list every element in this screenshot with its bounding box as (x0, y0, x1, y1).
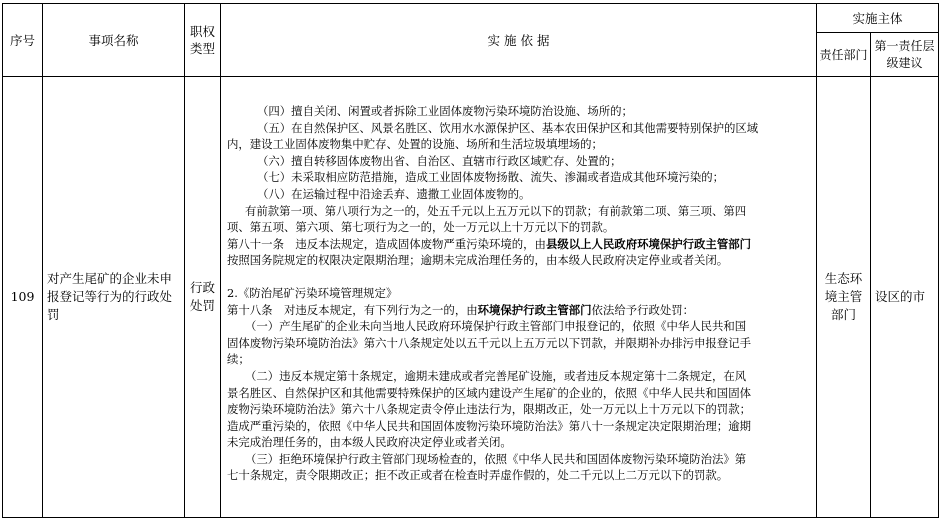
basis-line: 七十条规定，责令限期改正；拒不改正或者在检查时弄虚作假的，处二千元以上二万元以下的罚款。 (227, 468, 729, 483)
enforcement-table (2, 3, 939, 518)
basis-line: （五）在自然保护区、风景名胜区、饮用水水源保护区、基本农田保护区和其他需要特别保护的区域 (257, 120, 759, 135)
basis-line: 续； (227, 352, 250, 367)
basis-line: 废物污染环境防治法》第六十八条规定责令停止违法行为，限期改正，处一万元以上十万元以下的罚款； (227, 402, 751, 417)
row-first-resp: 设区的市 (871, 77, 939, 518)
basis-line: 2.《防治尾矿污染环境管理规定》 (227, 285, 398, 300)
header-subject: 实施主体 (817, 4, 939, 33)
basis-line: （七）未采取相应防范措施，造成工业固体废物扬散、流失、渗漏或者造成其他环境污染的； (257, 170, 725, 185)
basis-line: （四）擅自关闭、闲置或者拆除工业固体废物污染环境防治设施、场所的； (257, 104, 633, 118)
authority-highlight: 县级以上人民政府环境保护行政主管部门 (545, 236, 751, 251)
basis-line (227, 236, 808, 253)
basis-line: 内，建设工业固体废物集中贮存、处置的设施、场所和生活垃圾填埋场的； (227, 137, 603, 152)
header-power-type: 职权类型 (185, 4, 221, 77)
basis-line (227, 302, 808, 319)
row-dept: 生态环境主管部门 (817, 77, 871, 518)
basis-line: 按照国务院规定的权限决定限期治理；逾期未完成治理任务的，由本级人民政府决定停业或者关闭。 (227, 253, 729, 268)
basis-line: 景名胜区、自然保护区和其他需要特殊保护的区域内建设产生尾矿的企业的，依照《中华人民共和国固体 (227, 385, 751, 400)
row-basis (221, 77, 817, 518)
basis-text: 第十八条 对违反本规定，有下列行为之一的，由 (227, 302, 478, 317)
basis-line: （一）产生尾矿的企业未向当地人民政府环境保护行政主管部门申报登记的，依照《中华人民共和国 (245, 319, 747, 334)
basis-line: （八）在运输过程中沿途丢弃、遗撒工业固体废物的。 (257, 186, 531, 201)
basis-line: 项、第五项、第六项、第七项行为之一的，处一万元以上十万元以下的罚款。 (227, 220, 615, 235)
basis-text: 第八十一条 违反本法规定，造成固体废物严重污染环境的，由 (227, 236, 546, 251)
authority-highlight: 环境保护行政主管部门 (477, 302, 592, 317)
header-item-name: 事项名称 (43, 4, 185, 77)
basis-line: （六）擅自转移固体废物出省、自治区、直辖市行政区域贮存、处置的； (257, 153, 622, 168)
header-basis: 实 施 依 据 (221, 4, 817, 77)
header-first-resp: 第一责任层级建议 (871, 33, 939, 77)
row-power-type: 行政处罚 (185, 77, 221, 518)
basis-line: （三）拒绝环境保护行政主管部门现场检查的，依照《中华人民共和国固体废物污染环境防治法》第 (245, 451, 747, 466)
basis-line: 固体废物污染环境防治法》第六十八条规定处以五千元以上五万元以下罚款，并限期补办排污申报登记手 (227, 335, 751, 350)
basis-text: 依法给予行政处罚： (591, 302, 695, 317)
basis-line: （二）违反本规定第十条规定，逾期未建成或者完善尾矿设施，或者违反本规定第十二条规定，在风 (245, 368, 747, 383)
row-seq: 109 (3, 77, 43, 518)
header-dept: 责任部门 (817, 33, 871, 77)
basis-line: 造成严重污染的，依照《中华人民共和国固体废物污染环境防治法》第八十一条规定决定限期治理；逾期 (227, 418, 751, 433)
basis-line: 有前款第一项、第八项行为之一的，处五千元以上五万元以下的罚款；有前款第二项、第三项、第四 (245, 203, 747, 218)
row-item-name: 对产生尾矿的企业未申报登记等行为的行政处罚 (43, 77, 185, 518)
header-seq: 序号 (3, 4, 43, 77)
basis-line: 未完成治理任务的，由本级人民政府决定停业或者关闭。 (227, 435, 512, 450)
